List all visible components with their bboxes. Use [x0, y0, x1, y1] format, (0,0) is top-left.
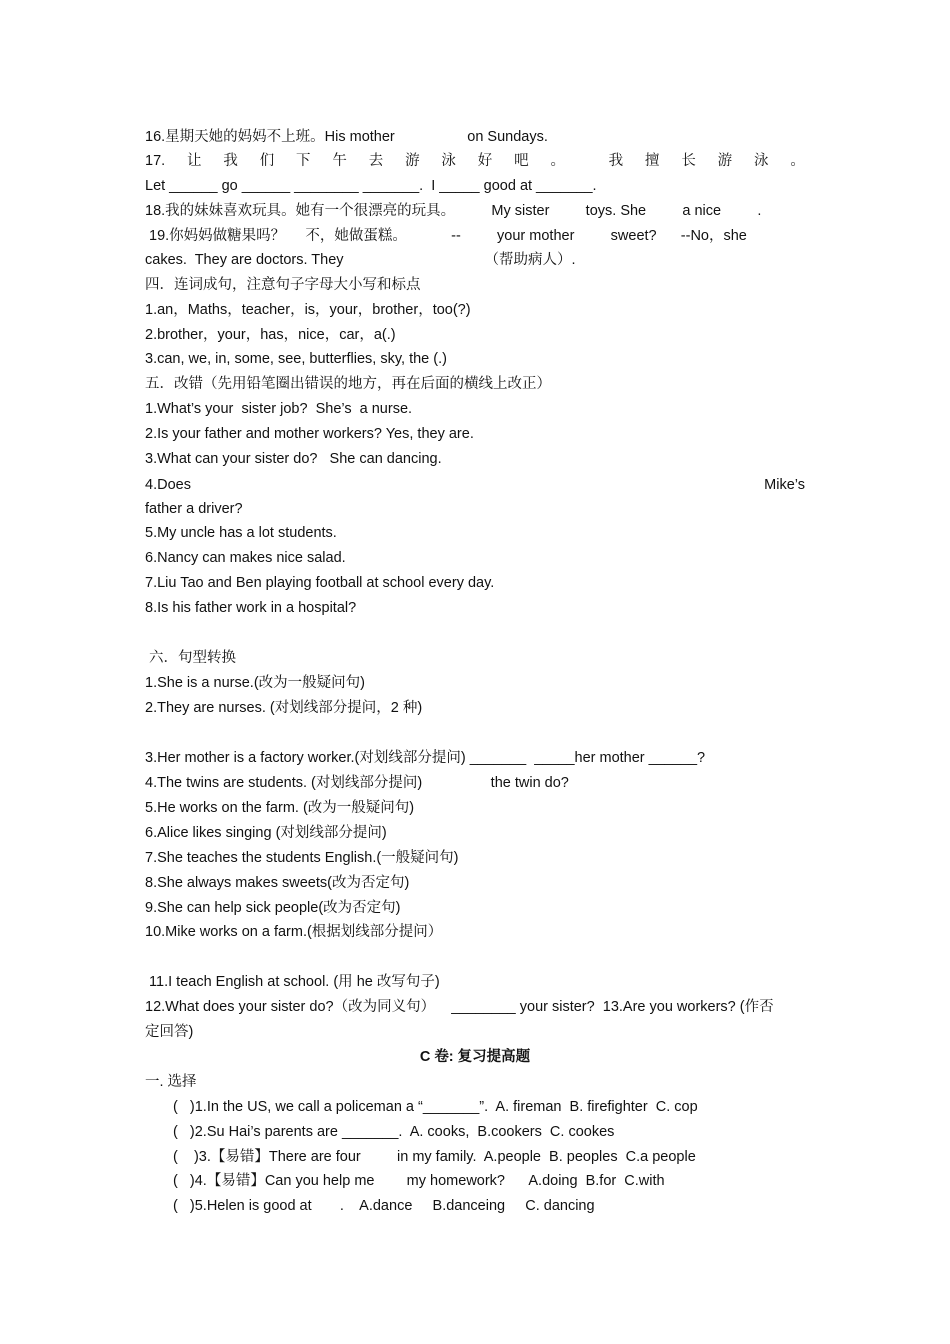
section-6-item: 1.She is a nurse.(改为一般疑问句): [145, 675, 365, 691]
section-5-item: 5.My uncle has a lot students.: [145, 525, 337, 541]
item-4-right: Mike’s: [764, 477, 805, 493]
choice-item: ( )3.【易错】There are four in my family. A.people B. peoples C.a people: [173, 1149, 696, 1165]
section-5-item: 3.What can your sister do? She can dancing.: [145, 451, 442, 467]
q17-char: 。: [550, 153, 565, 169]
q17-char: 。: [790, 153, 805, 169]
section-5-item: 1.What’s your sister job? She’s a nurse.: [145, 401, 413, 417]
q17-char: 游: [717, 153, 733, 169]
section-4-heading: 四．连词成句，注意句子字母大小写和标点: [145, 277, 421, 293]
question-17-english: Let ______ go ______ ________ _______. I _____ good at _______.: [145, 178, 597, 194]
q17-char: 午: [332, 153, 347, 169]
q17-char: 泳: [754, 153, 769, 169]
section-6-item: 10.Mike works on a farm.(根据划线部分提问）: [145, 924, 443, 940]
question-16: 16.星期天她的妈妈不上班。His mother on Sundays.: [145, 129, 548, 145]
section-6-item: 2.They are nurses. (对划线部分提问，2 种): [145, 700, 423, 716]
choice-item: ( )2.Su Hai’s parents are _______. A. cooks, B.cookers C. cookes: [173, 1124, 615, 1140]
section-4-item: 1.an，Maths，teacher，is，your，brother，too(?): [145, 302, 471, 318]
question-19-line-2: cakes. They are doctors. They （帮助病人）.: [145, 252, 576, 268]
item-4-left: 4.Does: [145, 477, 191, 493]
section-4-item: 3.can, we, in, some, see, butterflies, sky, the (.): [145, 351, 447, 367]
choice-item: ( )4.【易错】Can you help me my homework? A.doing B.for C.with: [173, 1173, 665, 1189]
section-4-item: 2.brother，your，has，nice，car，a(.): [145, 327, 396, 343]
q17-char: 好: [477, 153, 493, 169]
section-c1-heading: 一. 选择: [145, 1074, 197, 1090]
question-19-line-1: 19.你妈妈做糖果吗？ 不，她做蛋糕。 -- your mother sweet? --No，she: [145, 228, 747, 244]
q17-char: 泳: [441, 153, 456, 169]
q17-char: 我: [223, 153, 238, 169]
choice-item: ( )1.In the US, we call a policeman a “_______”. A. fireman B. firefighter C. cop: [173, 1099, 698, 1115]
section-5-item-4-cont: father a driver?: [145, 501, 243, 517]
section-c-title: C 卷: 复习提高题: [419, 1049, 531, 1065]
q17-char: 17.: [145, 153, 166, 169]
section-6-item: 12.What does your sister do?（改为同义句） ________ your sister? 13.Are you workers? (作否: [145, 999, 774, 1015]
q17-char: 们: [259, 153, 275, 169]
section-5-item-4: [145, 476, 805, 494]
question-18: 18.我的妹妹喜欢玩具。她有一个很漂亮的玩具。 My sister toys. She a nice .: [145, 203, 762, 219]
section-6-item: 8.She always makes sweets(改为否定句): [145, 875, 410, 891]
section-6-item-cont: 定回答): [145, 1024, 194, 1040]
q17-char: 擅: [644, 153, 660, 169]
section-5-item: 7.Liu Tao and Ben playing football at school every day.: [145, 575, 495, 591]
section-5-heading: 五．改错（先用铅笔圈出错误的地方，再在后面的横线上改正）: [145, 376, 551, 392]
q17-char: 长: [681, 153, 696, 169]
section-6-item: 11.I teach English at school. (用 he 改写句子): [145, 974, 440, 990]
section-6-heading: 六．句型转换: [145, 650, 237, 666]
q17-char: 吧: [514, 153, 529, 169]
section-5-item: 8.Is his father work in a hospital?: [145, 600, 357, 616]
section-6-item: 3.Her mother is a factory worker.(对划线部分提问) _______ _____her mother ______?: [145, 750, 706, 766]
q17-char: 让: [187, 153, 202, 169]
q17-char: 去: [368, 153, 384, 169]
section-6-item: 9.She can help sick people(改为否定句): [145, 900, 401, 916]
section-6-item: 4.The twins are students. (对划线部分提问) the twin do?: [145, 775, 569, 791]
section-6-item: 6.Alice likes singing (对划线部分提问): [145, 825, 387, 841]
q17-char: 游: [405, 153, 420, 169]
q17-char: 下: [296, 153, 311, 169]
section-6-item: 5.He works on the farm. (改为一般疑问句): [145, 800, 415, 816]
choice-item: ( )5.Helen is good at . A.dance B.danceing C. dancing: [173, 1198, 595, 1214]
question-17-chinese: [145, 152, 805, 170]
section-6-item: 7.She teaches the students English.(一般疑问句): [145, 850, 459, 866]
q17-char: 我: [608, 153, 624, 169]
section-5-item: 6.Nancy can makes nice salad.: [145, 550, 346, 566]
section-5-item: 2.Is your father and mother workers? Yes, they are.: [145, 426, 474, 442]
